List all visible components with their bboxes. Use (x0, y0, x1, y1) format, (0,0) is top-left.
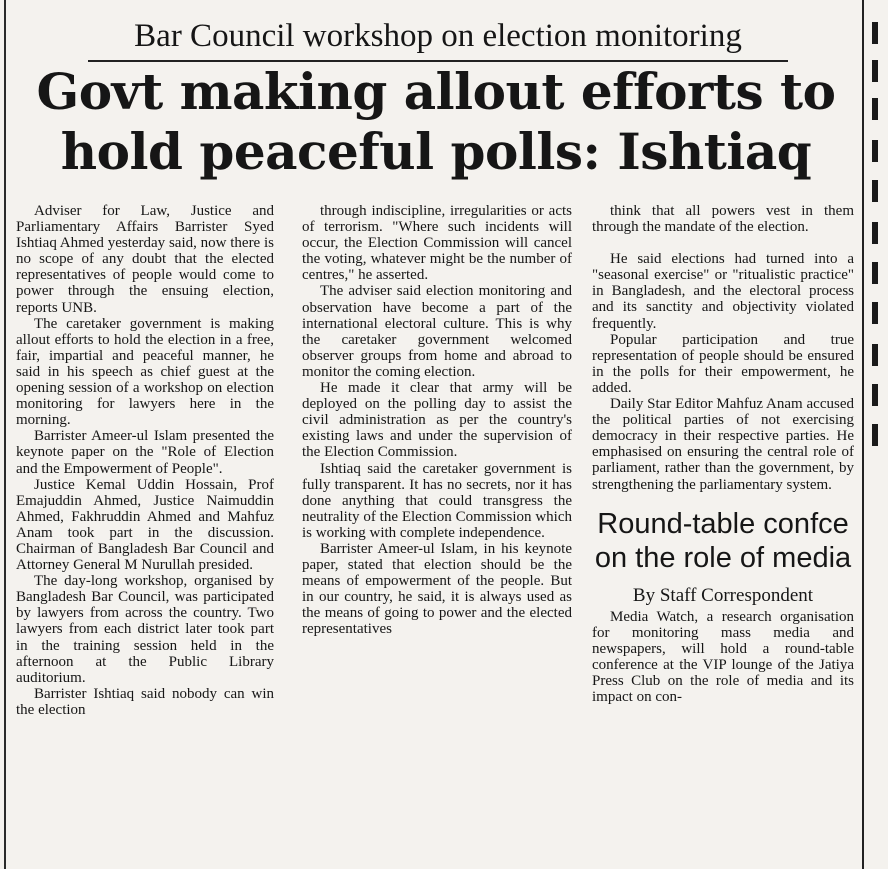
paragraph: Ishtiaq said the caretaker government is fully transparent. It has no secrets, nor it has done anything that could transgress the neutrality of the Election Commission which is working with complete independence. (302, 460, 572, 541)
text-fragment (872, 384, 878, 406)
paragraph: through indiscipline, irregularities or acts of terrorism. "Where such incidents will occur, the Election Commission will cancel the voting, whatever might be the number of centres," he asserted. (302, 203, 572, 284)
adjacent-column-fragment (862, 0, 888, 869)
body-column-1 (16, 203, 274, 867)
text-fragment (872, 344, 878, 366)
headline-line-2: hold peaceful polls: Ishtiaq (60, 122, 812, 181)
body-column-2 (302, 203, 572, 867)
text-fragment (872, 22, 878, 44)
second-story-headline: Round-table confce on the role of media (594, 507, 852, 574)
paragraph: He made it clear that army will be deployed on the polling day to assist the civil administration as per the country's existing laws and under the supervision of the Election Commission. (302, 380, 572, 461)
body-column-3 (592, 203, 854, 867)
second-story-paragraph: Media Watch, a research organisation for monitoring mass media and newspapers, will hold a round-table conference at the VIP lounge of the Jatiya Press Club on the role of media and its impact on con- (592, 608, 854, 706)
second-story-byline: By Staff Correspondent (632, 584, 814, 606)
paragraph: Popular participation and true representation of people should be ensured in the polls for their empowerment, he added. (592, 331, 854, 396)
text-fragment (872, 60, 878, 82)
text-fragment (872, 424, 878, 446)
article-kicker: Bar Council workshop on election monitoring (88, 14, 788, 62)
paragraph: think that all powers vest in them through the mandate of the election. (592, 203, 854, 236)
text-fragment (872, 302, 878, 324)
text-fragment (872, 180, 878, 202)
paragraph: He said elections had turned into a "seasonal exercise" or "ritualistic practice" in Bangladesh, and the electoral process and its sanctity and objectivity violated frequently. (592, 251, 854, 332)
paragraph: Barrister Ishtiaq said nobody can win the election (16, 685, 274, 718)
article-headline (10, 62, 862, 182)
paragraph: Justice Kemal Uddin Hossain, Prof Emajuddin Ahmed, Justice Naimuddin Ahmed, Fakhruddin Ahmed and Mahfuz Anam took part in the discussion. Chairman of Bangladesh Bar Council and Attorney General M Nurullah presided. (16, 476, 274, 574)
paragraph: The day-long workshop, organised by Bangladesh Bar Council, was participated by lawyers from across the country. Two lawyers from each district later took part in the training session held in the afternoon at the Public Library auditorium. (16, 573, 274, 686)
text-fragment (872, 98, 878, 120)
paragraph: Daily Star Editor Mahfuz Anam accused the political parties of not exercising democracy in their respective parties. He emphasised on ensuring the central role of parliament, rather than the government, by strengthening the parliamentary system. (592, 396, 854, 493)
text-fragment (872, 262, 878, 284)
text-fragment (872, 140, 878, 162)
paragraph: Barrister Ameer-ul Islam presented the keynote paper on the "Role of Election and the Empowerment of People". (16, 428, 274, 477)
column-rule-left (4, 0, 6, 869)
paragraph: The caretaker government is making allout efforts to hold the election in a free, fair, impartial and peaceful manner, he said in his speech as chief guest at the opening session of a workshop on election monitoring for lawyers here in the morning. (16, 315, 274, 429)
text-fragment (872, 222, 878, 244)
headline-line-1: Govt making allout efforts to (36, 62, 836, 121)
paragraph: Barrister Ameer-ul Islam, in his keynote paper, stated that election should be the means of empowerment of the people. But in our country, he said, it is always used as the means of going to power and the elected representatives (302, 540, 572, 638)
paragraph: The adviser said election monitoring and observation have become a part of the international electoral culture. This is why the caretaker government welcomed observer groups from home and abroad to monitor the coming election. (302, 283, 572, 380)
paragraph: Adviser for Law, Justice and Parliamentary Affairs Barrister Syed Ishtiaq Ahmed yesterday said, now there is no scope of any doubt that the elected representatives of people would come to power through the ensuing election, reports UNB. (16, 203, 274, 316)
